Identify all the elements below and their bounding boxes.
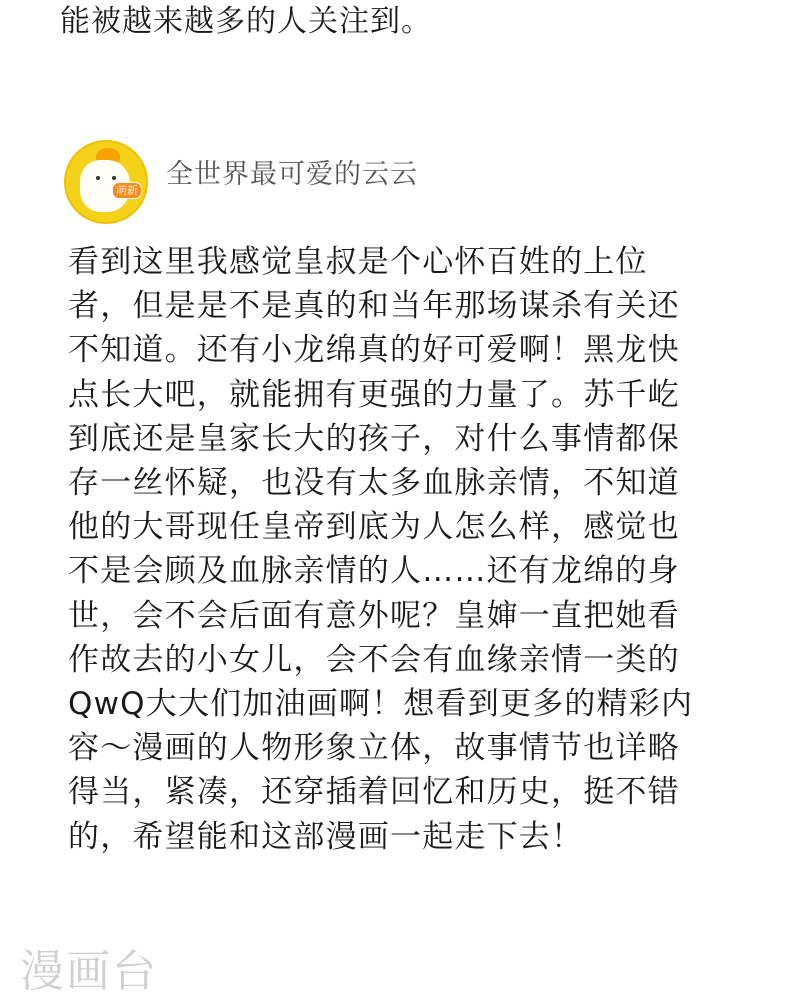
comment-header <box>64 140 418 224</box>
previous-comment-text: 能被越来越多的人关注到。 <box>60 4 432 39</box>
watermark-logo: 漫画台 <box>20 946 158 997</box>
avatar[interactable] <box>64 140 148 224</box>
avatar-eye-icon <box>96 176 100 180</box>
newbie-badge: 萌新 <box>112 182 142 199</box>
avatar-eye-icon <box>112 176 116 180</box>
comment-body: 看到这里我感觉皇叔是个心怀百姓的上位 者，但是是不是真的和当年那场谋杀有关还 不知道。还有小龙绵真的好可爱啊！黑龙快 点长大吧，就能拥有更强的力量了。苏千屹 到底还是皇家长大的孩子，对什么事情都保 存一丝怀疑，也没有太多血脉亲情，不知道 他的大哥现任皇帝到底为人怎么样，感觉也 不是会顾及血脉亲情的人……还有龙绵的身 世，会不会后面有意外呢？皇婶一直把她看 作故去的小女儿，会不会有血缘亲情一类的 QwQ大大们加油画啊！想看到更多的精彩内 容～漫画的人物形象立体，故事情节也详略 得当，紧凑，还穿插着回忆和历史，挺不错 的，希望能和这部漫画一起走下去！ <box>68 244 694 855</box>
username[interactable]: 全世界最可爱的云云 <box>166 158 418 190</box>
